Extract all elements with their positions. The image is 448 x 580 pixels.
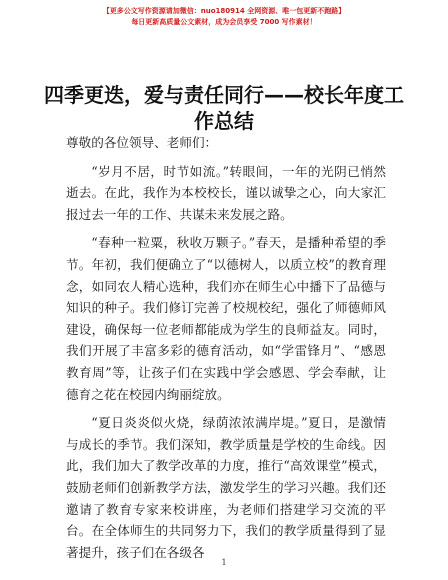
body-paragraph: “夏日炎炎似火烧，绿荫浓浓满岸堤。”夏日，是激情与成长的季节。我们深知，教学质量是学校的生命线。因此，我们加大了教学改革的力度，推行“高效课堂”模式，鼓励老师们创新教学方法，激发学生的学习兴趣。我们还邀请了教育专家来校讲座，为老师们搭建学习交流的平台。在全体师生的共同努力下，我们的教学质量得到了显著提升，孩子们在各级各 <box>66 415 386 560</box>
body-paragraph: “春种一粒粟，秋收万颗子。”春天，是播种希望的季节。年初，我们便确立了“以德树人，以质立校”的教育理念，如同农人精心选种，我们亦在师生心中播下了品德与知识的种子。我们修订完善了校规校纪，强化了师德师风建设，确保每一位老师都能成为学生的良师益友。同时，我们开展了丰富多彩的德育活动，如“学雷锋月”、“感恩教育周”等，让孩子们在实践中学会感恩、学会奉献，让德育之花在校园内绚丽绽放。 <box>66 235 386 402</box>
salutation: 尊敬的各位领导、老师们： <box>66 135 218 150</box>
document-title: 四季更迭，爱与责任同行——校长年度工作总结 <box>44 83 404 133</box>
promo-banner-line-2: 每日更新高质量公文素材，成为会员享受 7000 写作素材！ <box>131 18 317 26</box>
promo-banner <box>0 6 448 28</box>
document-body <box>66 132 386 570</box>
body-paragraph: “岁月不居，时节如流。”转眼间，一年的光阴已悄然逝去。在此，我作为本校校长，谨以诚挚之心，向大家汇报过去一年的工作、共谋未来发展之路。 <box>66 163 386 222</box>
page-number: 1 <box>221 558 227 567</box>
promo-banner-line-1: 【更多公文写作资源请加微信：nuo180914 全网资源、唯一包更新不跑路】 <box>102 7 346 15</box>
